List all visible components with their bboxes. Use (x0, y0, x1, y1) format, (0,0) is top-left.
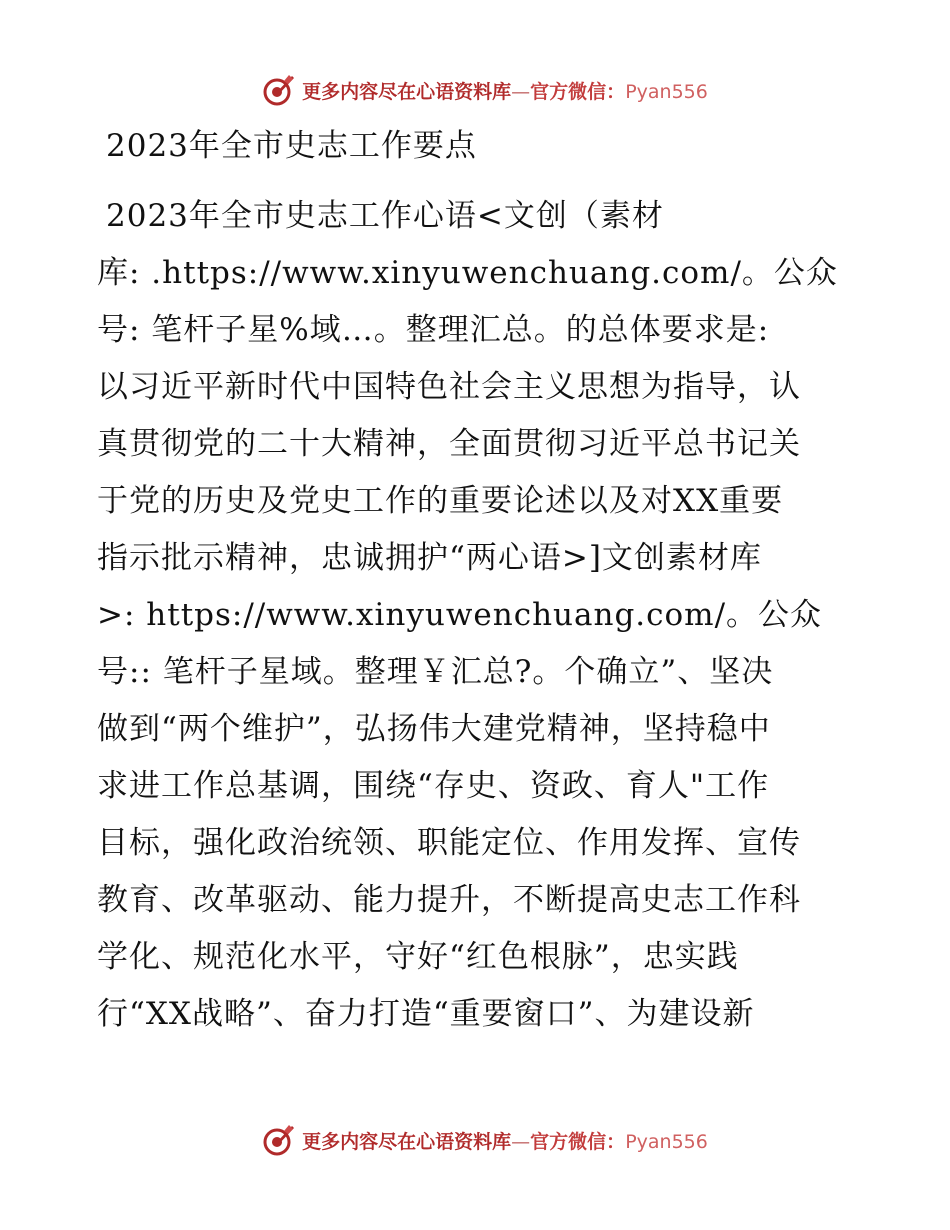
header-banner (0, 70, 950, 110)
body-line: 号:: 笔杆子星域。整理￥汇总?。个确立”、坚决 (97, 654, 774, 690)
banner-separator: — (511, 80, 531, 103)
body-line: >: https://www.xinyuwenchuang.com/。公众 (97, 597, 823, 633)
body-line: 指示批示精神，忠诚拥护“两心语>]文创素材库 (97, 540, 762, 576)
banner-wechat-label: 官方微信： (530, 80, 626, 103)
banner-separator: — (511, 1130, 531, 1153)
document-title: 2023年全市史志工作要点 (106, 128, 477, 164)
footer-banner (0, 1120, 950, 1160)
banner-wechat-id: Pyan556 (625, 1130, 708, 1153)
banner-main-text: 更多内容尽在心语资料库 (302, 80, 512, 103)
banner-text (302, 1127, 708, 1154)
body-line: 号: 笔杆子星%域…。整理汇总。的总体要求是: (97, 312, 770, 348)
body-line: 求进工作总基调，围绕“存史、资政、育人"工作 (97, 768, 770, 804)
body-line: 教育、改革驱动、能力提升，不断提高史志工作科 (97, 882, 801, 918)
body-line: 于党的历史及党史工作的重要论述以及对XX重要 (97, 483, 784, 519)
quill-pen-logo-icon (262, 73, 296, 107)
banner-main-text: 更多内容尽在心语资料库 (302, 1130, 512, 1153)
body-line: 真贯彻党的二十大精神，全面贯彻习近平总书记关 (97, 426, 801, 462)
body-line: 目标，强化政治统领、职能定位、作用发挥、宣传 (97, 825, 801, 861)
quill-pen-logo-icon (262, 1123, 296, 1157)
body-line: 行“XX战略”、奋力打造“重要窗口”、为建设新 (97, 996, 755, 1032)
body-line: 2023年全市史志工作心语<文创（素材 (106, 198, 664, 234)
banner-wechat-id: Pyan556 (625, 80, 708, 103)
body-line: 库: .https://www.xinyuwenchuang.com/。公众 (97, 255, 838, 291)
banner-wechat-label: 官方微信： (530, 1130, 626, 1153)
body-line: 以习近平新时代中国特色社会主义思想为指导，认 (97, 369, 801, 405)
body-line: 做到“两个维护”，弘扬伟大建党精神，坚持稳中 (97, 711, 771, 747)
body-line: 学化、规范化水平，守好“红色根脉”，忠实践 (97, 939, 739, 975)
banner-text (302, 77, 708, 104)
